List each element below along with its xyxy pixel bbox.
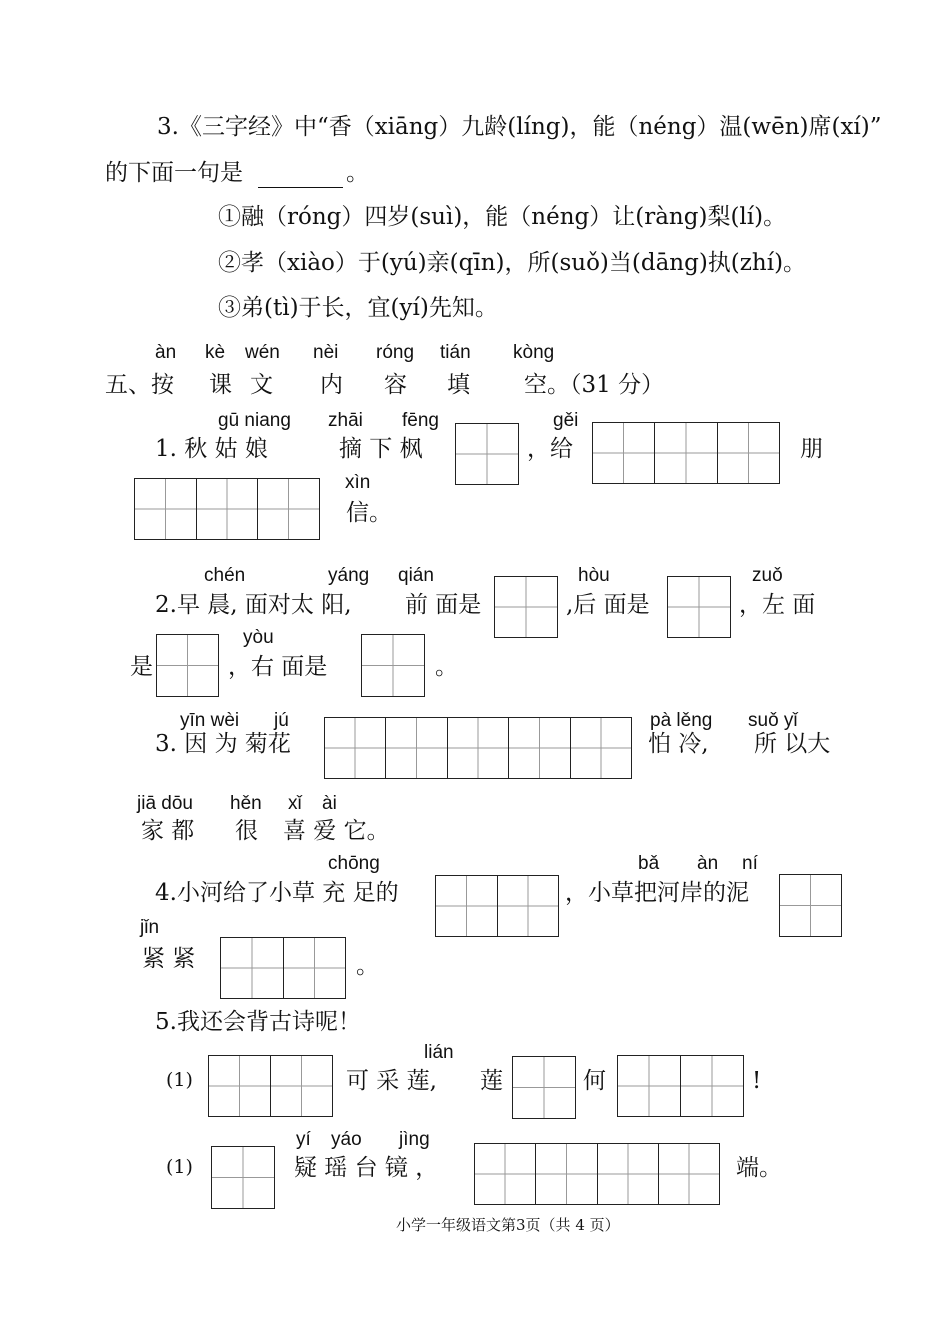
- item4-pinyin: chōng: [328, 853, 380, 874]
- item2-answer-left[interactable]: [156, 634, 219, 697]
- item4-text: 。: [356, 953, 379, 979]
- section5-pinyin: wén: [245, 342, 280, 363]
- item2-text: ,后 面是: [566, 592, 650, 618]
- item5-line2-label: (1): [166, 1156, 193, 1178]
- item2-pinyin: qián: [398, 565, 434, 586]
- item2-answer-back[interactable]: [667, 576, 731, 638]
- section5-heading: 五、按: [105, 372, 174, 398]
- item2-pinyin: zuǒ: [752, 565, 783, 586]
- item4-pinyin: àn: [697, 853, 719, 874]
- item5-line1-label: (1): [166, 1069, 193, 1091]
- item5-pinyin: yí: [296, 1129, 311, 1150]
- section5-pinyin: kòng: [513, 342, 555, 363]
- q3-line2-prefix: 的下面一句是: [105, 160, 243, 186]
- item1-pinyin: xìn: [345, 472, 371, 493]
- item3-text: 家 都: [141, 818, 195, 844]
- section5-pinyin: nèi: [313, 342, 339, 363]
- q3-option-2: ②孝（xiào）于(yú)亲(qīn)，所(suǒ)当(dāng)执(zhí)。: [218, 250, 807, 276]
- item3-pinyin: hěn: [230, 793, 262, 814]
- q3-answer-blank[interactable]: [258, 163, 343, 188]
- item1-answer-grid-1[interactable]: [455, 423, 519, 485]
- item5-text: 端。: [736, 1155, 782, 1181]
- item2-text: 2.早 晨, 面对太 阳,: [155, 592, 352, 618]
- item3-pinyin: ài: [322, 793, 337, 814]
- item3-pinyin: yīn wèi: [180, 710, 240, 731]
- item2-answer-front[interactable]: [494, 576, 558, 638]
- item2-pinyin: hòu: [578, 565, 610, 586]
- q3-option-3: ③弟(tì)于长，宜(yí)先知。: [218, 295, 498, 321]
- item5-text: 疑 瑶 台 镜 ，: [294, 1155, 439, 1181]
- item5-pinyin: jìng: [399, 1129, 430, 1150]
- item4-text: 4.小河给了小草 充 足的: [155, 880, 399, 906]
- item5-answer-grid-5[interactable]: [474, 1143, 720, 1205]
- page-footer: 小学一年级语文第3页（共 4 页）: [396, 1216, 620, 1234]
- section5-heading: 填: [447, 372, 470, 398]
- item2-text: 。: [435, 654, 458, 680]
- item2-text: 前 面是: [405, 592, 482, 618]
- item1-answer-grid-3[interactable]: [134, 478, 320, 540]
- item3-pinyin: suǒ yǐ: [748, 710, 798, 731]
- item5-pinyin: lián: [424, 1042, 454, 1063]
- section5-heading: 容: [384, 372, 407, 398]
- item1-text: 摘 下 枫: [339, 436, 423, 462]
- item5-text: 可 采 莲,: [346, 1068, 437, 1094]
- item5-answer-grid-2[interactable]: [512, 1056, 576, 1119]
- section5-heading: 内: [320, 372, 343, 398]
- item4-pinyin: bǎ: [638, 853, 660, 874]
- item1-pinyin: gū niang: [218, 410, 291, 431]
- item3-text: 喜 爱 它。: [283, 818, 390, 844]
- item4-pinyin: ní: [742, 853, 758, 874]
- q3-option-1: ①融（róng）四岁(suì)，能（néng）让(ràng)梨(lí)。: [218, 204, 787, 230]
- item3-text: 所 以大: [754, 731, 831, 757]
- section5-pinyin: àn: [155, 342, 177, 363]
- item2-answer-right[interactable]: [361, 634, 425, 697]
- item2-pinyin: yáng: [328, 565, 370, 586]
- item5-text: 何: [583, 1068, 606, 1094]
- item3-pinyin: pà lěng: [650, 710, 713, 731]
- item1-text: 朋: [800, 436, 823, 462]
- item3-text: 很: [235, 818, 258, 844]
- item4-answer-grid-1[interactable]: [435, 875, 559, 937]
- item5-answer-grid-3[interactable]: [617, 1055, 744, 1117]
- item2-text: ，右 面是: [228, 654, 328, 680]
- item3-text: 怕 冷,: [648, 731, 709, 757]
- item4-answer-grid-3[interactable]: [220, 937, 346, 999]
- item5-text: 莲: [480, 1068, 503, 1094]
- item4-text: ，小草把河岸的泥: [565, 880, 749, 906]
- item5-text: !: [752, 1068, 762, 1094]
- item1-pinyin: zhāi: [328, 410, 363, 431]
- item1-answer-grid-2[interactable]: [592, 422, 780, 484]
- item3-text: 3. 因 为 菊花: [155, 731, 291, 757]
- item2-text: ，左 面: [739, 592, 816, 618]
- item2-text: 是: [130, 654, 153, 680]
- section5-pinyin: róng: [376, 342, 415, 363]
- item3-answer-grid[interactable]: [324, 717, 632, 779]
- section5-heading: 空。（31 分）: [524, 372, 665, 398]
- item1-pinyin: gěi: [553, 410, 579, 431]
- item3-pinyin: jú: [274, 710, 289, 731]
- item5-answer-grid-4[interactable]: [211, 1146, 275, 1209]
- item4-answer-grid-2[interactable]: [779, 874, 842, 937]
- section5-pinyin: kè: [205, 342, 226, 363]
- item5-answer-grid-1[interactable]: [208, 1055, 333, 1117]
- item4-text: 紧 紧: [142, 946, 196, 972]
- item4-pinyin: jǐn: [140, 917, 160, 938]
- section5-pinyin: tián: [440, 342, 471, 363]
- item2-pinyin: yòu: [243, 627, 274, 648]
- item3-pinyin: jiā dōu: [137, 793, 193, 814]
- item3-pinyin: xǐ: [288, 793, 302, 814]
- item1-text: 1. 秋 姑 娘: [155, 436, 268, 462]
- item1-pinyin: fēng: [402, 410, 439, 431]
- section5-heading: 课: [209, 372, 232, 398]
- item2-pinyin: chén: [204, 565, 246, 586]
- item5-title: 5.我还会背古诗呢！: [155, 1009, 361, 1035]
- item1-text: 信。: [346, 500, 392, 526]
- section5-heading: 文: [250, 372, 273, 398]
- q3-line2-suffix: 。: [346, 160, 369, 186]
- item1-text: ，给: [527, 436, 573, 462]
- item5-pinyin: yáo: [331, 1129, 362, 1150]
- q3-line1: 3.《三字经》中“香（xiāng）九龄(líng)，能（néng）温(wēn)席(xí)”: [157, 114, 882, 140]
